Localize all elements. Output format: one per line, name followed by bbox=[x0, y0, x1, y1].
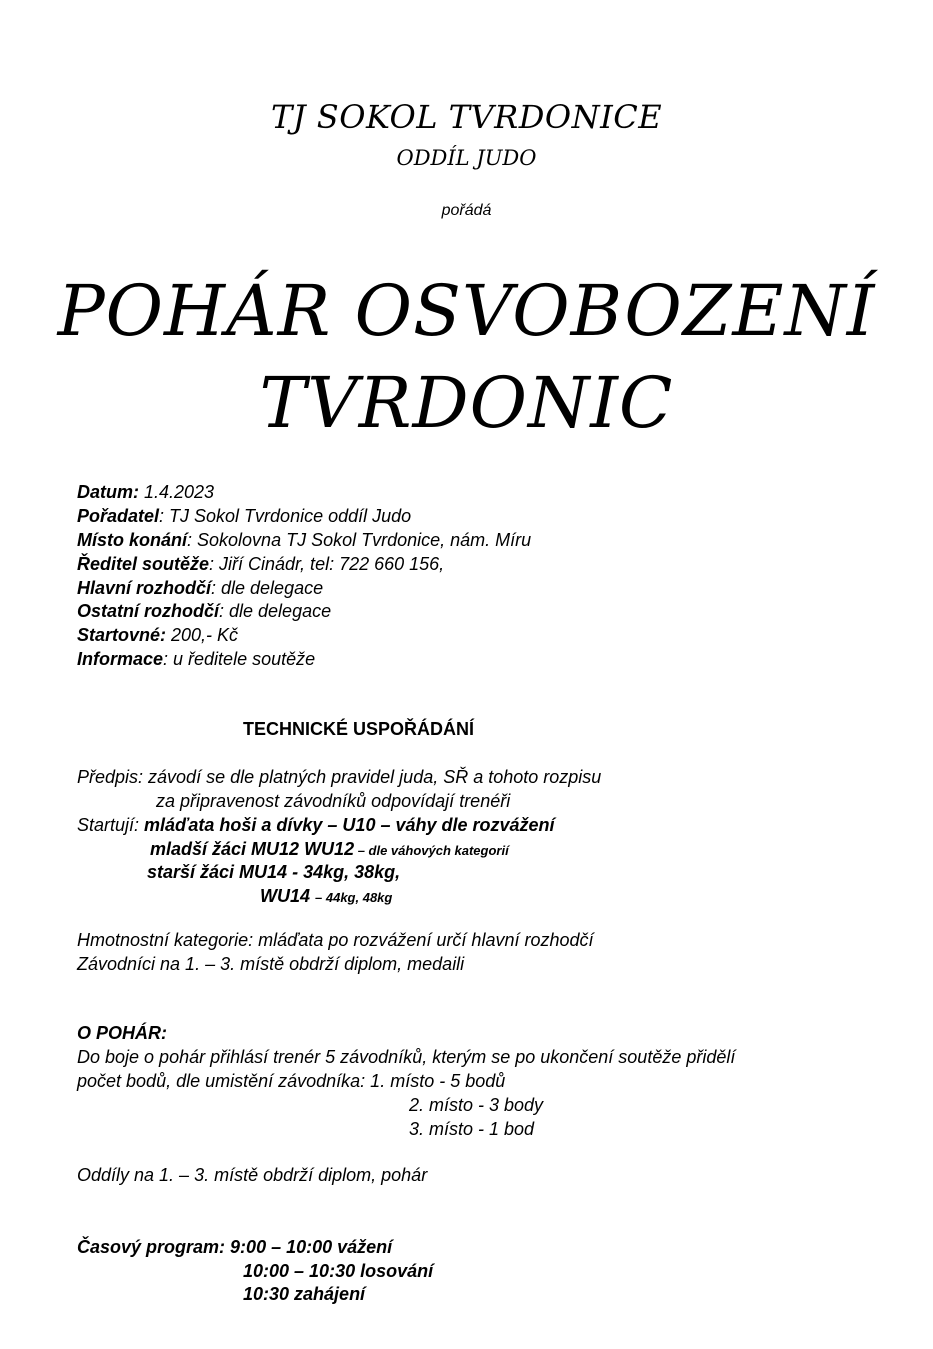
participants-line3: starší žáci MU14 - 34kg, 38kg, bbox=[147, 862, 401, 882]
info-head-referee: Hlavní rozhodčí: dle delegace bbox=[77, 578, 324, 598]
info-other-referees: Ostatní rozhodčí: dle delegace bbox=[77, 601, 332, 621]
technical-heading: TECHNICKÉ USPOŘÁDÁNÍ bbox=[243, 719, 475, 739]
club-awards: Oddíly na 1. – 3. místě obdrží diplom, pohár bbox=[77, 1165, 428, 1185]
info-organizer: Pořadatel: TJ Sokol Tvrdonice oddíl Judo bbox=[77, 506, 412, 526]
schedule-line1: Časový program: 9:00 – 10:00 vážení bbox=[77, 1237, 393, 1257]
organization-name: TJ SOKOL TVRDONICE bbox=[270, 98, 663, 136]
event-title-line2: TVRDONIC bbox=[259, 362, 674, 444]
weight-categories: Hmotnostní kategorie: mláďata po rozvážení určí hlavní rozhodčí bbox=[77, 930, 594, 950]
cup-line4: 3. místo - 1 bod bbox=[409, 1119, 535, 1139]
info-date: Datum: 1.4.2023 bbox=[77, 482, 215, 502]
info-information: Informace: u ředitele soutěže bbox=[77, 649, 316, 669]
info-venue: Místo konání: Sokolovna TJ Sokol Tvrdonice, nám. Míru bbox=[77, 530, 532, 550]
schedule-line2: 10:00 – 10:30 losování bbox=[243, 1261, 434, 1281]
organization-department: ODDÍL JUDO bbox=[396, 146, 537, 170]
cup-line1: Do boje o pohár přihlásí trenér 5 závodníků, kterým se po ukončení soutěže přidělí bbox=[77, 1047, 736, 1067]
cup-heading: O POHÁR: bbox=[77, 1023, 167, 1043]
info-director: Ředitel soutěže: Jiří Cinádr, tel: 722 660 156, bbox=[77, 554, 445, 574]
participants-line1: Startují: mláďata hoši a dívky – U10 – váhy dle rozvážení bbox=[77, 815, 555, 835]
rules-line1: Předpis: závodí se dle platných pravidel juda, SŘ a tohoto rozpisu bbox=[77, 767, 602, 787]
participants-line2: mladší žáci MU12 WU12 – dle váhových kategorií bbox=[150, 839, 509, 859]
schedule-line3: 10:30 zahájení bbox=[243, 1284, 366, 1304]
rules-line2: za připravenost závodníků odpovídají trenéři bbox=[156, 791, 511, 811]
cup-line2: počet bodů, dle umistění závodníka: 1. místo - 5 bodů bbox=[77, 1071, 506, 1091]
competitor-awards: Závodníci na 1. – 3. místě obdrží diplom, medaili bbox=[77, 954, 465, 974]
event-title-line1: POHÁR OSVOBOZENÍ bbox=[57, 270, 876, 352]
participants-line4: WU14 – 44kg, 48kg bbox=[260, 886, 393, 906]
presents-text: pořádá bbox=[441, 202, 492, 219]
cup-line3: 2. místo - 3 body bbox=[409, 1095, 544, 1115]
info-entry-fee: Startovné: 200,- Kč bbox=[77, 625, 239, 645]
